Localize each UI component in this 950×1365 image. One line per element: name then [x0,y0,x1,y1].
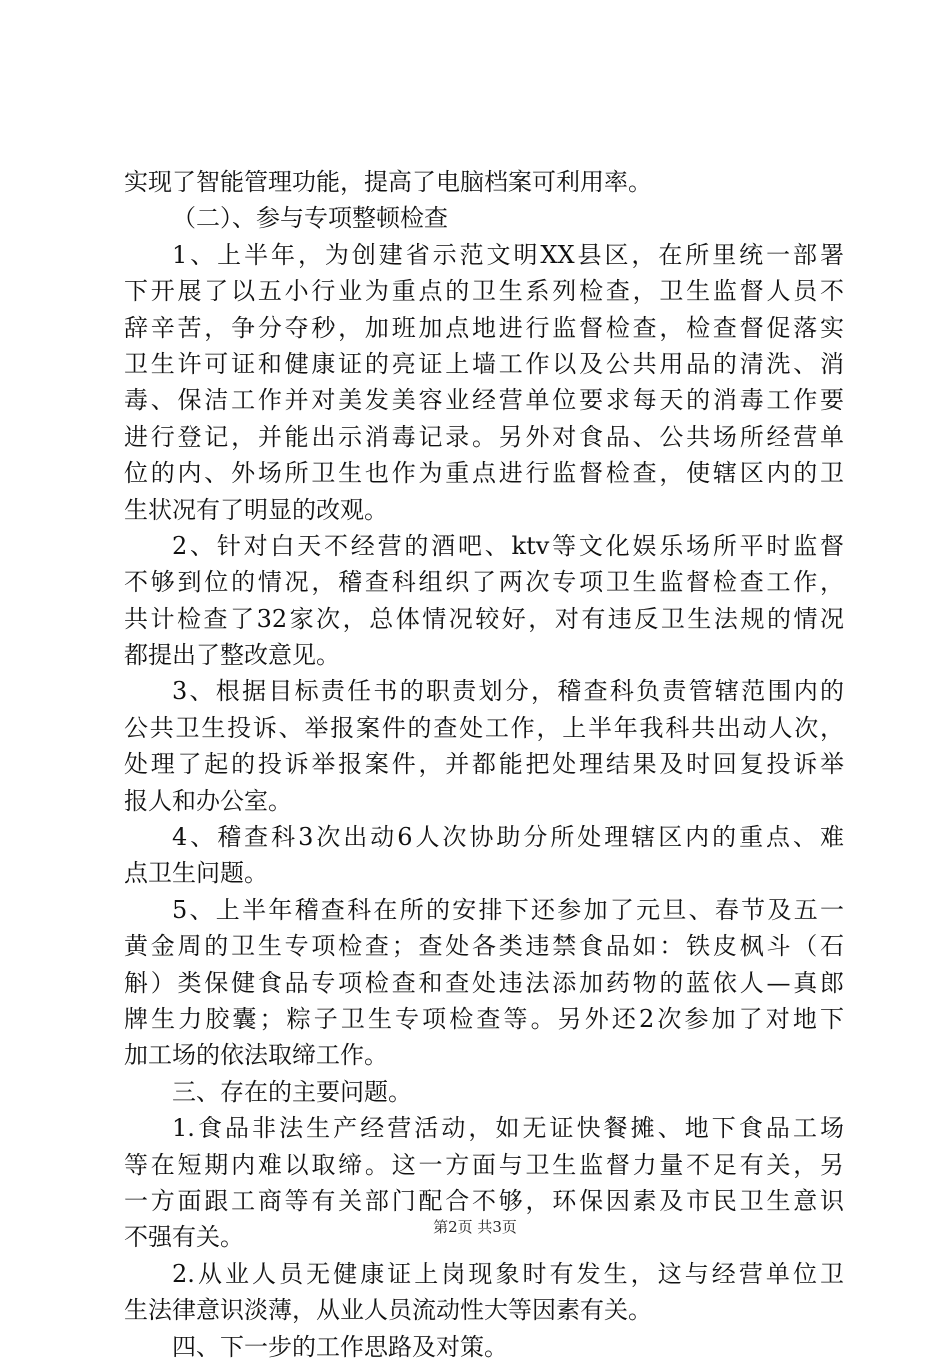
text-line: 一方面跟工商等有关部门配合不够，环保因素及市民卫生意识 [124,1186,844,1215]
text-line: 进行登记，并能出示消毒记录。另外对食品、公共场所经营单 [124,422,844,451]
text-line: 共计检查了32家次，总体情况较好，对有违反卫生法规的情况 [124,604,844,633]
text-line: （二）、参与专项整顿检查 [172,204,448,233]
text-line: 都提出了整改意见。 [124,641,340,670]
text-line: 黄金周的卫生专项检查；查处各类违禁食品如：铁皮枫斗（石 [124,932,844,961]
text-line: 卫生许可证和健康证的亮证上墙工作以及公共用品的清洗、消 [124,349,844,378]
text-line: 报人和办公室。 [124,786,292,815]
text-line: 生状况有了明显的改观。 [124,495,388,524]
text-line: 三、存在的主要问题。 [172,1077,412,1106]
text-line: 公共卫生投诉、举报案件的查处工作，上半年我科共出动人次， [124,713,844,742]
text-line: 生法律意识淡薄，从业人员流动性大等因素有关。 [124,1296,652,1325]
text-line: 1.食品非法生产经营活动，如无证快餐摊、地下食品工场 [172,1114,844,1143]
text-line: 实现了智能管理功能，提高了电脑档案可利用率。 [124,168,652,196]
document-body [124,164,844,1365]
text-line: 2.从业人员无健康证上岗现象时有发生，这与经营单位卫 [172,1259,844,1288]
text-line: 1、上半年，为创建省示范文明XX县区，在所里统一部署 [172,240,844,269]
text-line: 下开展了以五小行业为重点的卫生系列检查，卫生监督人员不 [124,277,844,306]
text-line: 点卫生问题。 [124,859,268,888]
text-line: 4、稽查科3次出动6人次协助分所处理辖区内的重点、难 [172,823,844,852]
text-line: 斛）类保健食品专项检查和查处违法添加药物的蓝依人—真郎 [124,968,844,997]
text-line: 5、上半年稽查科在所的安排下还参加了元旦、春节及五一 [172,895,844,924]
text-line: 等在短期内难以取缔。这一方面与卫生监督力量不足有关，另 [124,1150,844,1179]
text-line: 牌生力胶囊；粽子卫生专项检查等。另外还2次参加了对地下 [124,1004,844,1033]
text-line: 不强有关。 [124,1223,244,1252]
text-line: 位的内、外场所卫生也作为重点进行监督检查，使辖区内的卫 [124,459,844,488]
text-line: 3、根据目标责任书的职责划分，稽查科负责管辖范围内的 [172,677,844,706]
text-line: 处理了起的投诉举报案件，并都能把处理结果及时回复投诉举 [124,750,844,779]
text-line: 辞辛苦，争分夺秒，加班加点地进行监督检查，检查督促落实 [124,313,844,342]
text-line: 不够到位的情况，稽查科组织了两次专项卫生监督检查工作， [124,568,844,597]
page-footer: 第2页 共3页 [433,1218,517,1236]
text-line: 2、针对白天不经营的酒吧、ktv等文化娱乐场所平时监督 [172,531,844,560]
text-line: 加工场的依法取缔工作。 [124,1041,388,1070]
text-line: 毒、保洁工作并对美发美容业经营单位要求每天的消毒工作要 [124,386,844,415]
text-line: 四、下一步的工作思路及对策。 [172,1332,508,1361]
